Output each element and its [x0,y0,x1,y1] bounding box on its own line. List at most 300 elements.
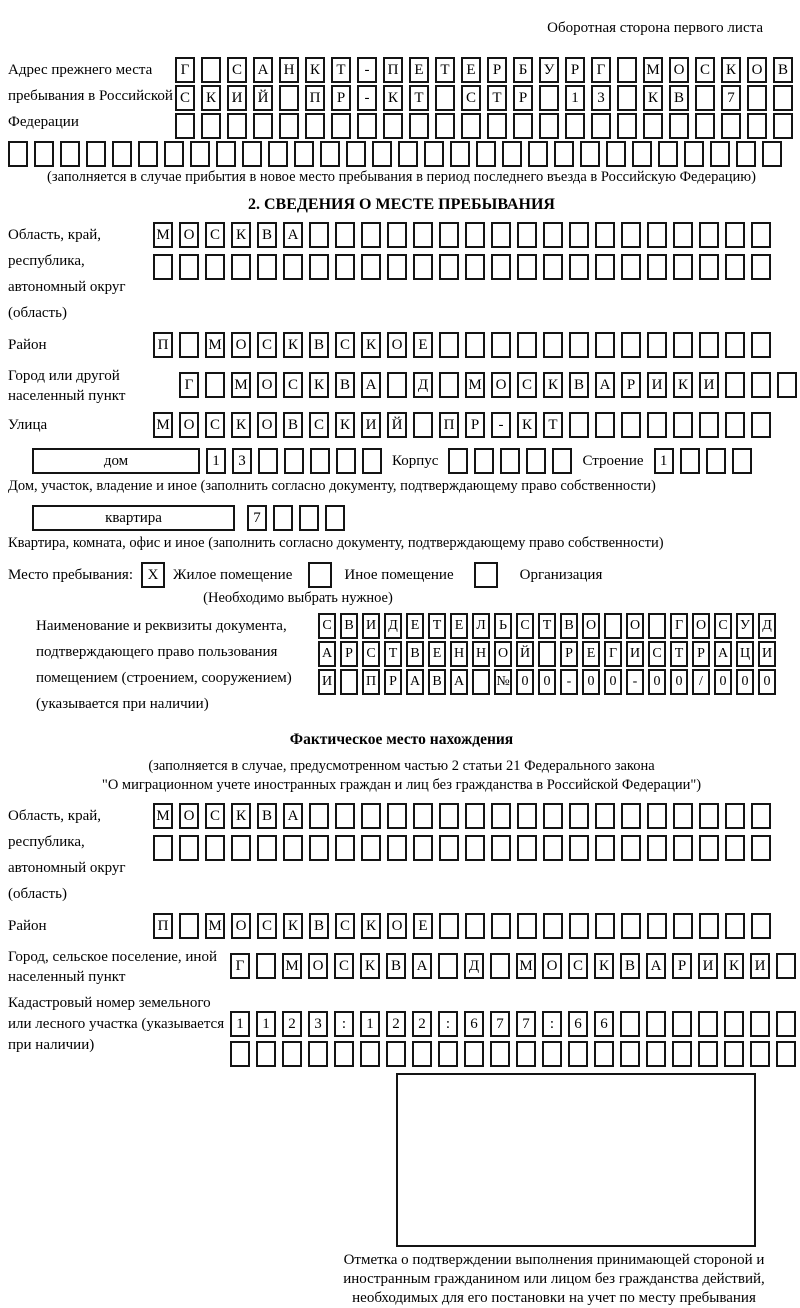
char-cell[interactable] [190,141,210,167]
char-cell[interactable]: Д [413,372,433,398]
char-cell[interactable]: И [362,613,380,639]
char-cell[interactable] [387,222,407,248]
char-cell[interactable]: Р [465,412,485,438]
char-cell[interactable] [413,254,433,280]
char-cell[interactable]: В [620,953,640,979]
char-cell[interactable] [491,835,511,861]
char-cell[interactable]: С [318,613,336,639]
char-cell[interactable]: О [231,913,251,939]
char-cell[interactable]: О [692,613,710,639]
char-cell[interactable]: К [673,372,693,398]
char-cell[interactable] [465,803,485,829]
stay-type-checkbox-organization[interactable] [474,562,498,588]
char-cell[interactable] [465,913,485,939]
char-cell[interactable]: Т [435,57,455,83]
char-cell[interactable] [673,254,693,280]
char-cell[interactable] [439,372,459,398]
char-cell[interactable] [569,254,589,280]
char-cell[interactable]: О [179,412,199,438]
char-cell[interactable] [164,141,184,167]
char-cell[interactable]: 1 [565,85,585,111]
char-cell[interactable] [361,835,381,861]
char-cell[interactable] [698,1041,718,1067]
char-cell[interactable] [751,412,771,438]
char-cell[interactable] [621,913,641,939]
char-cell[interactable] [153,254,173,280]
char-cell[interactable] [646,1011,666,1037]
char-cell[interactable]: С [334,953,354,979]
char-cell[interactable]: Й [387,412,407,438]
char-cell[interactable] [231,254,251,280]
char-cell[interactable] [673,913,693,939]
char-cell[interactable]: Г [670,613,688,639]
char-cell[interactable] [695,85,715,111]
char-cell[interactable] [554,141,574,167]
char-cell[interactable] [706,448,726,474]
char-cell[interactable] [86,141,106,167]
char-cell[interactable]: П [362,669,380,695]
char-cell[interactable] [580,141,600,167]
char-cell[interactable]: Д [384,613,402,639]
char-cell[interactable] [435,113,455,139]
char-cell[interactable] [491,332,511,358]
char-cell[interactable]: Р [513,85,533,111]
char-cell[interactable] [565,113,585,139]
char-cell[interactable] [606,141,626,167]
char-cell[interactable]: А [595,372,615,398]
char-cell[interactable]: С [335,913,355,939]
char-cell[interactable]: О [582,613,600,639]
char-cell[interactable]: Г [604,641,622,667]
char-cell[interactable] [490,953,510,979]
char-cell[interactable] [617,57,637,83]
char-cell[interactable]: С [175,85,195,111]
char-cell[interactable]: О [491,372,511,398]
char-cell[interactable] [502,141,522,167]
char-cell[interactable] [360,1041,380,1067]
char-cell[interactable]: В [309,913,329,939]
char-cell[interactable]: - [560,669,578,695]
char-cell[interactable] [517,222,537,248]
char-cell[interactable] [595,254,615,280]
char-cell[interactable]: 2 [386,1011,406,1037]
char-cell[interactable] [725,803,745,829]
char-cell[interactable]: А [318,641,336,667]
char-cell[interactable] [335,222,355,248]
char-cell[interactable] [179,332,199,358]
char-cell[interactable]: О [494,641,512,667]
char-cell[interactable] [776,953,796,979]
char-cell[interactable] [569,332,589,358]
char-cell[interactable] [256,1041,276,1067]
char-cell[interactable] [569,412,589,438]
char-cell[interactable] [543,835,563,861]
char-cell[interactable]: 0 [714,669,732,695]
char-cell[interactable]: М [643,57,663,83]
char-cell[interactable] [621,835,641,861]
char-cell[interactable]: В [257,222,277,248]
char-cell[interactable]: Н [450,641,468,667]
char-cell[interactable]: К [283,913,303,939]
char-cell[interactable]: О [179,222,199,248]
char-cell[interactable] [647,913,667,939]
char-cell[interactable]: Г [179,372,199,398]
char-cell[interactable] [773,85,793,111]
char-cell[interactable] [673,835,693,861]
char-cell[interactable] [777,372,797,398]
char-cell[interactable]: Р [331,85,351,111]
char-cell[interactable]: 3 [591,85,611,111]
char-cell[interactable]: С [205,412,225,438]
char-cell[interactable] [268,141,288,167]
char-cell[interactable] [647,332,667,358]
char-cell[interactable]: С [648,641,666,667]
char-cell[interactable]: Р [672,953,692,979]
char-cell[interactable]: О [387,913,407,939]
char-cell[interactable] [335,254,355,280]
char-cell[interactable] [517,332,537,358]
char-cell[interactable]: С [516,613,534,639]
char-cell[interactable]: Т [384,641,402,667]
char-cell[interactable] [309,254,329,280]
char-cell[interactable] [205,254,225,280]
char-cell[interactable] [517,835,537,861]
char-cell[interactable]: О [626,613,644,639]
char-cell[interactable]: Е [413,332,433,358]
char-cell[interactable]: Ь [494,613,512,639]
char-cell[interactable]: К [361,332,381,358]
char-cell[interactable]: С [205,222,225,248]
char-cell[interactable] [621,412,641,438]
char-cell[interactable] [751,332,771,358]
char-cell[interactable]: О [747,57,767,83]
char-cell[interactable]: О [257,372,277,398]
char-cell[interactable]: И [698,953,718,979]
char-cell[interactable]: 3 [308,1011,328,1037]
char-cell[interactable] [569,835,589,861]
char-cell[interactable] [646,1041,666,1067]
char-cell[interactable] [242,141,262,167]
char-cell[interactable]: И [758,641,776,667]
char-cell[interactable] [621,803,641,829]
char-cell[interactable]: : [334,1011,354,1037]
char-cell[interactable] [751,254,771,280]
char-cell[interactable]: - [357,85,377,111]
char-cell[interactable] [747,113,767,139]
char-cell[interactable] [387,254,407,280]
char-cell[interactable]: Л [472,613,490,639]
char-cell[interactable] [409,113,429,139]
char-cell[interactable] [474,448,494,474]
char-cell[interactable] [310,448,330,474]
char-cell[interactable] [309,803,329,829]
char-cell[interactable] [595,913,615,939]
char-cell[interactable]: С [695,57,715,83]
char-cell[interactable] [621,222,641,248]
char-cell[interactable]: 2 [412,1011,432,1037]
char-cell[interactable] [673,803,693,829]
char-cell[interactable]: 0 [758,669,776,695]
char-cell[interactable]: И [699,372,719,398]
char-cell[interactable]: Т [428,613,446,639]
char-cell[interactable] [438,1041,458,1067]
char-cell[interactable] [309,222,329,248]
char-cell[interactable]: Р [384,669,402,695]
char-cell[interactable] [699,332,719,358]
char-cell[interactable]: 0 [516,669,534,695]
char-cell[interactable]: С [257,913,277,939]
char-cell[interactable]: М [153,412,173,438]
char-cell[interactable]: В [669,85,689,111]
char-cell[interactable]: С [227,57,247,83]
char-cell[interactable] [465,254,485,280]
char-cell[interactable]: Д [758,613,776,639]
char-cell[interactable]: 7 [490,1011,510,1037]
char-cell[interactable] [710,141,730,167]
char-cell[interactable]: Т [538,613,556,639]
char-cell[interactable]: А [283,803,303,829]
char-cell[interactable] [435,85,455,111]
char-cell[interactable]: М [153,803,173,829]
char-cell[interactable] [413,835,433,861]
char-cell[interactable]: К [309,372,329,398]
char-cell[interactable]: 0 [736,669,754,695]
char-cell[interactable] [699,254,719,280]
char-cell[interactable] [673,222,693,248]
char-cell[interactable]: М [516,953,536,979]
char-cell[interactable]: И [626,641,644,667]
stay-type-checkbox-other-premises[interactable] [308,562,332,588]
char-cell[interactable] [138,141,158,167]
char-cell[interactable] [632,141,652,167]
char-cell[interactable] [538,641,556,667]
char-cell[interactable]: Д [464,953,484,979]
char-cell[interactable]: В [340,613,358,639]
char-cell[interactable]: В [406,641,424,667]
char-cell[interactable]: К [201,85,221,111]
char-cell[interactable]: С [362,641,380,667]
char-cell[interactable]: В [560,613,578,639]
char-cell[interactable] [594,1041,614,1067]
char-cell[interactable]: К [724,953,744,979]
char-cell[interactable] [294,141,314,167]
char-cell[interactable]: 7 [721,85,741,111]
char-cell[interactable]: В [335,372,355,398]
char-cell[interactable] [751,803,771,829]
char-cell[interactable] [465,332,485,358]
char-cell[interactable]: Р [487,57,507,83]
char-cell[interactable]: Т [409,85,429,111]
char-cell[interactable] [724,1011,744,1037]
char-cell[interactable] [372,141,392,167]
char-cell[interactable] [424,141,444,167]
char-cell[interactable] [279,113,299,139]
char-cell[interactable] [699,412,719,438]
char-cell[interactable]: Е [413,913,433,939]
char-cell[interactable] [283,254,303,280]
char-cell[interactable] [334,1041,354,1067]
char-cell[interactable]: Р [560,641,578,667]
char-cell[interactable]: Р [565,57,585,83]
char-cell[interactable] [751,372,771,398]
char-cell[interactable]: А [714,641,732,667]
char-cell[interactable] [699,913,719,939]
char-cell[interactable]: № [494,669,512,695]
char-cell[interactable]: К [231,222,251,248]
char-cell[interactable] [725,222,745,248]
char-cell[interactable] [517,254,537,280]
char-cell[interactable] [412,1041,432,1067]
char-cell[interactable] [284,448,304,474]
char-cell[interactable] [340,669,358,695]
char-cell[interactable]: А [283,222,303,248]
char-cell[interactable] [776,1011,796,1037]
char-cell[interactable] [672,1041,692,1067]
char-cell[interactable]: С [714,613,732,639]
char-cell[interactable] [516,1041,536,1067]
char-cell[interactable] [543,332,563,358]
char-cell[interactable]: К [517,412,537,438]
char-cell[interactable] [751,913,771,939]
char-cell[interactable] [699,222,719,248]
char-cell[interactable] [465,835,485,861]
char-cell[interactable] [621,332,641,358]
char-cell[interactable]: Р [621,372,641,398]
char-cell[interactable]: В [257,803,277,829]
char-cell[interactable]: У [539,57,559,83]
char-cell[interactable] [461,113,481,139]
char-cell[interactable]: К [231,412,251,438]
char-cell[interactable]: Г [175,57,195,83]
char-cell[interactable]: М [153,222,173,248]
char-cell[interactable] [751,222,771,248]
char-cell[interactable] [413,803,433,829]
char-cell[interactable] [776,1041,796,1067]
char-cell[interactable]: 6 [594,1011,614,1037]
char-cell[interactable]: 1 [256,1011,276,1037]
char-cell[interactable] [299,505,319,531]
char-cell[interactable] [648,613,666,639]
char-cell[interactable] [647,803,667,829]
char-cell[interactable] [526,448,546,474]
char-cell[interactable]: 0 [604,669,622,695]
char-cell[interactable]: 1 [654,448,674,474]
char-cell[interactable] [335,803,355,829]
char-cell[interactable] [643,113,663,139]
char-cell[interactable] [305,113,325,139]
char-cell[interactable] [179,254,199,280]
char-cell[interactable] [205,835,225,861]
char-cell[interactable] [569,222,589,248]
char-cell[interactable]: К [335,412,355,438]
char-cell[interactable] [569,913,589,939]
char-cell[interactable] [179,835,199,861]
char-cell[interactable]: О [542,953,562,979]
char-cell[interactable]: Н [279,57,299,83]
char-cell[interactable]: В [773,57,793,83]
char-cell[interactable] [175,113,195,139]
char-cell[interactable] [464,1041,484,1067]
char-cell[interactable] [699,835,719,861]
char-cell[interactable] [591,113,611,139]
char-cell[interactable]: Е [582,641,600,667]
char-cell[interactable]: К [360,953,380,979]
char-cell[interactable] [325,505,345,531]
char-cell[interactable] [750,1041,770,1067]
char-cell[interactable] [517,913,537,939]
char-cell[interactable]: Й [253,85,273,111]
char-cell[interactable] [658,141,678,167]
char-cell[interactable] [491,803,511,829]
char-cell[interactable]: К [643,85,663,111]
char-cell[interactable] [539,85,559,111]
char-cell[interactable]: М [465,372,485,398]
char-cell[interactable]: 1 [360,1011,380,1037]
char-cell[interactable] [398,141,418,167]
char-cell[interactable] [309,835,329,861]
char-cell[interactable] [357,113,377,139]
char-cell[interactable]: Н [472,641,490,667]
char-cell[interactable] [331,113,351,139]
char-cell[interactable]: Т [543,412,563,438]
char-cell[interactable]: А [253,57,273,83]
char-cell[interactable] [205,372,225,398]
char-cell[interactable]: : [542,1011,562,1037]
char-cell[interactable] [617,113,637,139]
char-cell[interactable]: С [309,412,329,438]
char-cell[interactable] [387,835,407,861]
char-cell[interactable] [153,835,173,861]
char-cell[interactable]: П [153,332,173,358]
char-cell[interactable] [721,113,741,139]
char-cell[interactable]: Р [340,641,358,667]
char-cell[interactable] [595,412,615,438]
char-cell[interactable]: 0 [648,669,666,695]
char-cell[interactable]: К [305,57,325,83]
stay-type-checkbox-residential[interactable]: X [141,562,165,588]
char-cell[interactable] [439,222,459,248]
char-cell[interactable] [336,448,356,474]
char-cell[interactable]: Т [487,85,507,111]
char-cell[interactable] [491,913,511,939]
char-cell[interactable] [695,113,715,139]
char-cell[interactable] [257,835,277,861]
char-cell[interactable] [725,372,745,398]
char-cell[interactable]: А [450,669,468,695]
char-cell[interactable] [253,113,273,139]
char-cell[interactable] [543,222,563,248]
char-cell[interactable]: В [283,412,303,438]
char-cell[interactable]: О [231,332,251,358]
char-cell[interactable]: Е [428,641,446,667]
char-cell[interactable] [620,1041,640,1067]
char-cell[interactable] [179,913,199,939]
char-cell[interactable]: К [361,913,381,939]
char-cell[interactable]: У [736,613,754,639]
char-cell[interactable] [361,803,381,829]
char-cell[interactable] [732,448,752,474]
char-cell[interactable]: Ц [736,641,754,667]
char-cell[interactable]: П [305,85,325,111]
char-cell[interactable] [747,85,767,111]
char-cell[interactable] [595,803,615,829]
char-cell[interactable] [669,113,689,139]
char-cell[interactable]: К [594,953,614,979]
char-cell[interactable] [673,412,693,438]
char-cell[interactable] [684,141,704,167]
char-cell[interactable] [491,254,511,280]
char-cell[interactable]: П [153,913,173,939]
